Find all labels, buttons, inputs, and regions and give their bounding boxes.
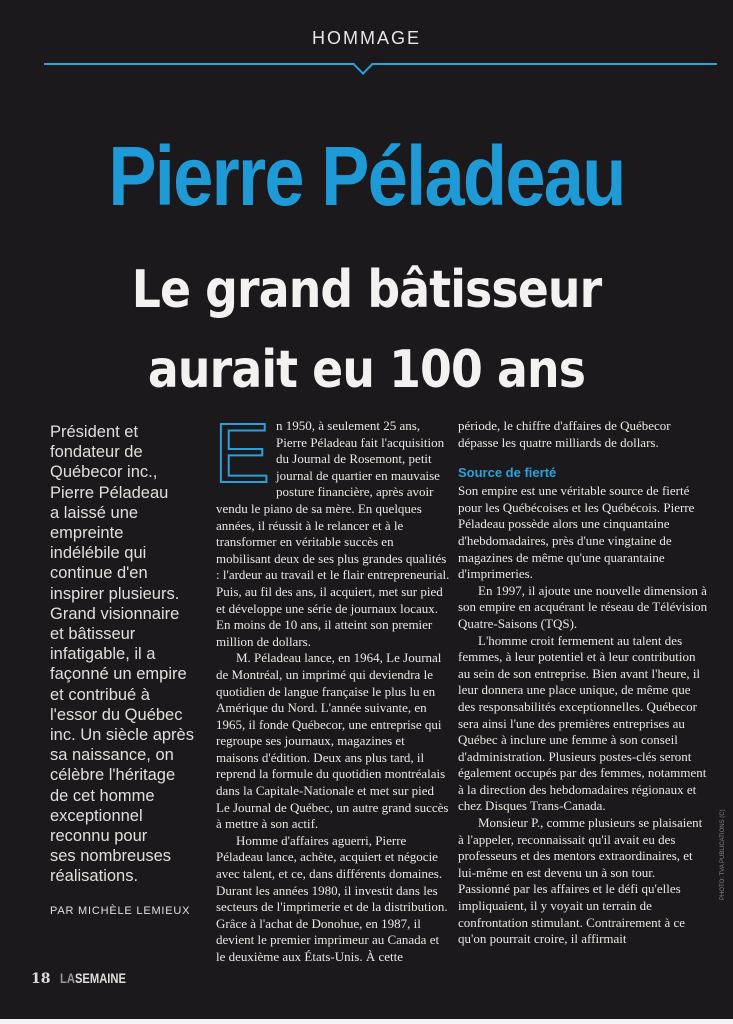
- intro-line: infatigable, il a: [50, 645, 156, 664]
- intro-line: et bâtisseur: [50, 625, 136, 644]
- intro-line: fondateur de: [50, 443, 143, 462]
- intro-line: reconnu pour: [50, 827, 148, 846]
- magazine-logo: [60, 970, 126, 986]
- drop-cap: E: [214, 406, 271, 500]
- intro-line: sa naissance, on: [50, 746, 174, 765]
- page-footer: [31, 970, 142, 988]
- magazine-name: SEMAINE: [74, 970, 126, 986]
- paragraph: Homme d'affaires aguerri, Pierre Péladeau lance, achète, acquiert et négocie avec talent, et ce, dans différents domaines. Durant les années 1980, il investit dans les secteurs de l'imprimerie et de la distribution. Grâce à l'achat de Donohue, en 1987, il devient le premier imprimeur au Canada et le deuxième aux États-Unis. À cette: [216, 832, 448, 964]
- scan-edge: [0, 1019, 733, 1024]
- article-subtitle: [44, 250, 689, 410]
- intro-line: ses nombreuses: [50, 847, 172, 866]
- magazine-prefix: LA: [59, 970, 75, 986]
- intro-line: Grand visionnaire: [50, 604, 180, 623]
- page-number: 18: [31, 971, 51, 987]
- article-title: Pierre Péladeau: [108, 129, 625, 223]
- paragraph: L'homme croit fermement au talent des femmes, à leur potentiel et à leur contribution au sein de son entreprise. Bien avant l'heure, il leur donnera une place unique, de même que des responsabilités exceptionnelles. Québecor sera ainsi l'une des premières entreprises au Québec à inclure une femme à son conseil d'administration. Plusieurs postes-clés seront également occupés par des femmes, notamment à la direction des hebdomadaires régionaux et chez Disques Trans-Canada.: [458, 632, 707, 814]
- subtitle-line: Le grand bâtisseur: [131, 260, 602, 320]
- paragraph: période, le chiffre d'affaires de Québecor dépasse les quatre milliards de dollars.: [458, 418, 671, 450]
- body-column-1: [214, 406, 450, 966]
- header-rule-notch: [353, 55, 373, 75]
- paragraph: M. Péladeau lance, en 1964, Le Journal de Montréal, un imprimé qui deviendra le quotidien de langue française le plus lu en Amérique du Nord. L'année suivante, en 1965, il fonde Québecor, une entreprise qui regroupe ses journaux, magazines et maisons d'édition. Deux ans plus tard, il reprend la formule du quotidien montréalais dans la Capitale-Nationale et met sur pied Le Journal de Québec, un autre grand succès à mettre à son actif.: [216, 650, 449, 832]
- intro-line: de cet homme: [50, 786, 155, 805]
- intro-line: façonné un empire: [50, 665, 187, 684]
- subheading: Source de fierté: [458, 465, 557, 481]
- section-kicker: HOMMAGE: [311, 28, 421, 48]
- paragraph: Monsieur P., comme plusieurs se plaisaient à l'appeler, reconnaissait qu'il avait eu des professeurs et des mentors extraordinaires, et lui-même en est devenu un à son tour. Passionné par les affaires et le défi qu'elles impliquaient, il y voyait un terrain de confrontation stimulant. Contrairement à ce qu'on pourrait croire, il affirmait: [458, 815, 703, 947]
- paragraph: En 1997, il ajoute une nouvelle dimension à son empire en acquérant le réseau de Télévision Quatre-Saisons (TQS).: [458, 582, 708, 631]
- byline: PAR MICHÈLE LEMIEUX: [50, 905, 191, 917]
- intro-line: et contribué à: [50, 685, 150, 704]
- intro-line: indélébile qui: [50, 544, 147, 563]
- subtitle-line: aurait eu 100 ans: [147, 340, 586, 400]
- intro-line: Pierre Péladeau: [50, 483, 169, 502]
- intro-line: inc. Un siècle après: [50, 726, 194, 745]
- intro-line: Président et: [50, 423, 139, 441]
- intro-line: a laissé une: [50, 503, 139, 522]
- paragraph: n 1950, à seulement 25 ans, Pierre Péladeau fait l'acquisition du Journal de Rosemont, petit journal de quartier en mauvaise posture financière, après avoir vendu le piano de sa mère. En quelques années, il réussit à le relancer et à le transformer en véritable succès en mobilisant deux de ses plus grandes qualités : l'ardeur au travail et le flair entrepreneurial. Puis, au fil des ans, il acquiert, met sur pied et développe une série de journaux locaux. En moins de 10 ans, il atteint son premier million de dollars.: [216, 418, 450, 649]
- header-rule: [44, 63, 717, 65]
- paragraph: Son empire est une véritable source de fierté pour les Québécoises et les Québécois. Pierre Péladeau possède alors une cinquantaine d'hebdomadaires, près d'une vingtaine de magazines de même qu'une quarantaine d'imprimeries.: [458, 483, 695, 582]
- intro-deck: [50, 422, 215, 887]
- photo-credit: PHOTO: TVA PUBLICATIONS (C): [720, 809, 726, 900]
- intro-line: empreinte: [50, 524, 124, 543]
- intro-line: réalisations.: [50, 867, 139, 886]
- intro-line: inspirer plusieurs.: [50, 584, 180, 603]
- intro-line: l'essor du Québec: [50, 705, 183, 724]
- intro-line: continue d'en: [50, 564, 148, 583]
- intro-line: célèbre l'héritage: [50, 766, 176, 785]
- intro-line: Québecor inc.,: [50, 463, 158, 482]
- body-column-2: [458, 418, 708, 948]
- intro-line: exceptionnel: [50, 806, 143, 825]
